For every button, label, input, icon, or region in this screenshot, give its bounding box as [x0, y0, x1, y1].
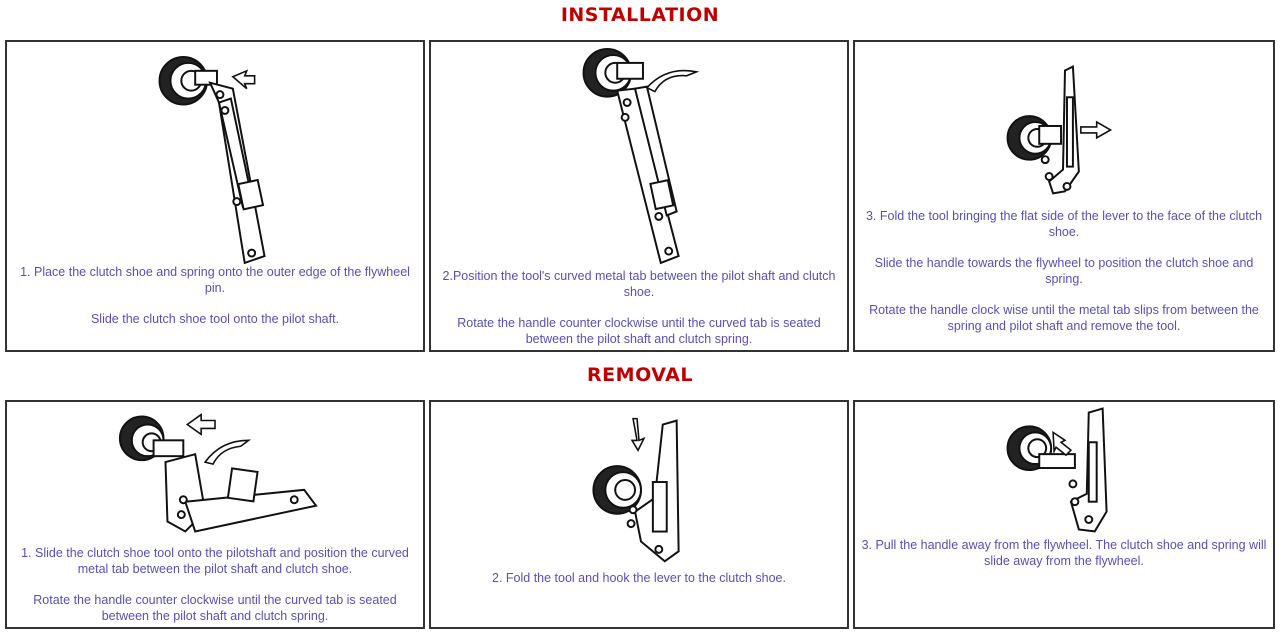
removal-step-3-panel [853, 400, 1275, 629]
step-line: 3. Fold the tool bringing the flat side of the lever to the face of the clutch shoe. [865, 209, 1263, 239]
step-line: 1. Place the clutch shoe and spring onto the outer edge of the flywheel pin. [20, 265, 410, 295]
removal-step-1-illustration [7, 402, 423, 544]
install-step-1-panel [5, 40, 425, 352]
install-step-2-text [437, 268, 841, 347]
step-line: 1. Slide the clutch shoe tool onto the pilotshaft and position the curved metal tab between the pilot shaft and clutch shoe. [21, 546, 409, 576]
step-line: Slide the clutch shoe tool onto the pilot shaft. [90, 312, 340, 326]
removal-heading: REMOVAL [587, 364, 693, 386]
removal-step-2-text [437, 570, 841, 586]
step-line: Slide the handle towards the flywheel to position the clutch shoe and spring. [874, 256, 1254, 286]
step-line: 2. Fold the tool and hook the lever to the clutch shoe. [492, 571, 786, 585]
step-line: Rotate the handle counter clockwise until the curved tab is seated between the pilot shaft and clutch spring. [457, 316, 821, 346]
removal-step-2-panel [429, 400, 849, 629]
removal-step-1-panel [5, 400, 425, 629]
removal-step-3-illustration [855, 402, 1273, 537]
removal-step-1-text [13, 545, 417, 624]
install-step-3-illustration [855, 42, 1273, 207]
removal-step-2-illustration [431, 402, 847, 567]
step-line: Rotate the handle counter clockwise until the curved tab is seated between the pilot shaft and clutch spring. [33, 593, 397, 623]
step-line: 3. Pull the handle away from the flywheel. The clutch shoe and spring will slide away from the flywheel. [861, 538, 1267, 568]
install-step-1-illustration [7, 42, 423, 272]
step-line: 2.Position the tool's curved metal tab between the pilot shaft and clutch shoe. [442, 269, 836, 299]
install-step-1-text [13, 264, 417, 327]
step-line: Rotate the handle clock wise until the metal tab slips from between the spring and pilot shaft and remove the tool. [869, 303, 1259, 333]
install-step-3-panel [853, 40, 1275, 352]
install-step-2-panel [429, 40, 849, 352]
installation-heading: INSTALLATION [560, 4, 720, 26]
removal-step-3-text [861, 537, 1267, 569]
install-step-3-text [861, 208, 1267, 334]
install-step-2-illustration [431, 42, 847, 272]
